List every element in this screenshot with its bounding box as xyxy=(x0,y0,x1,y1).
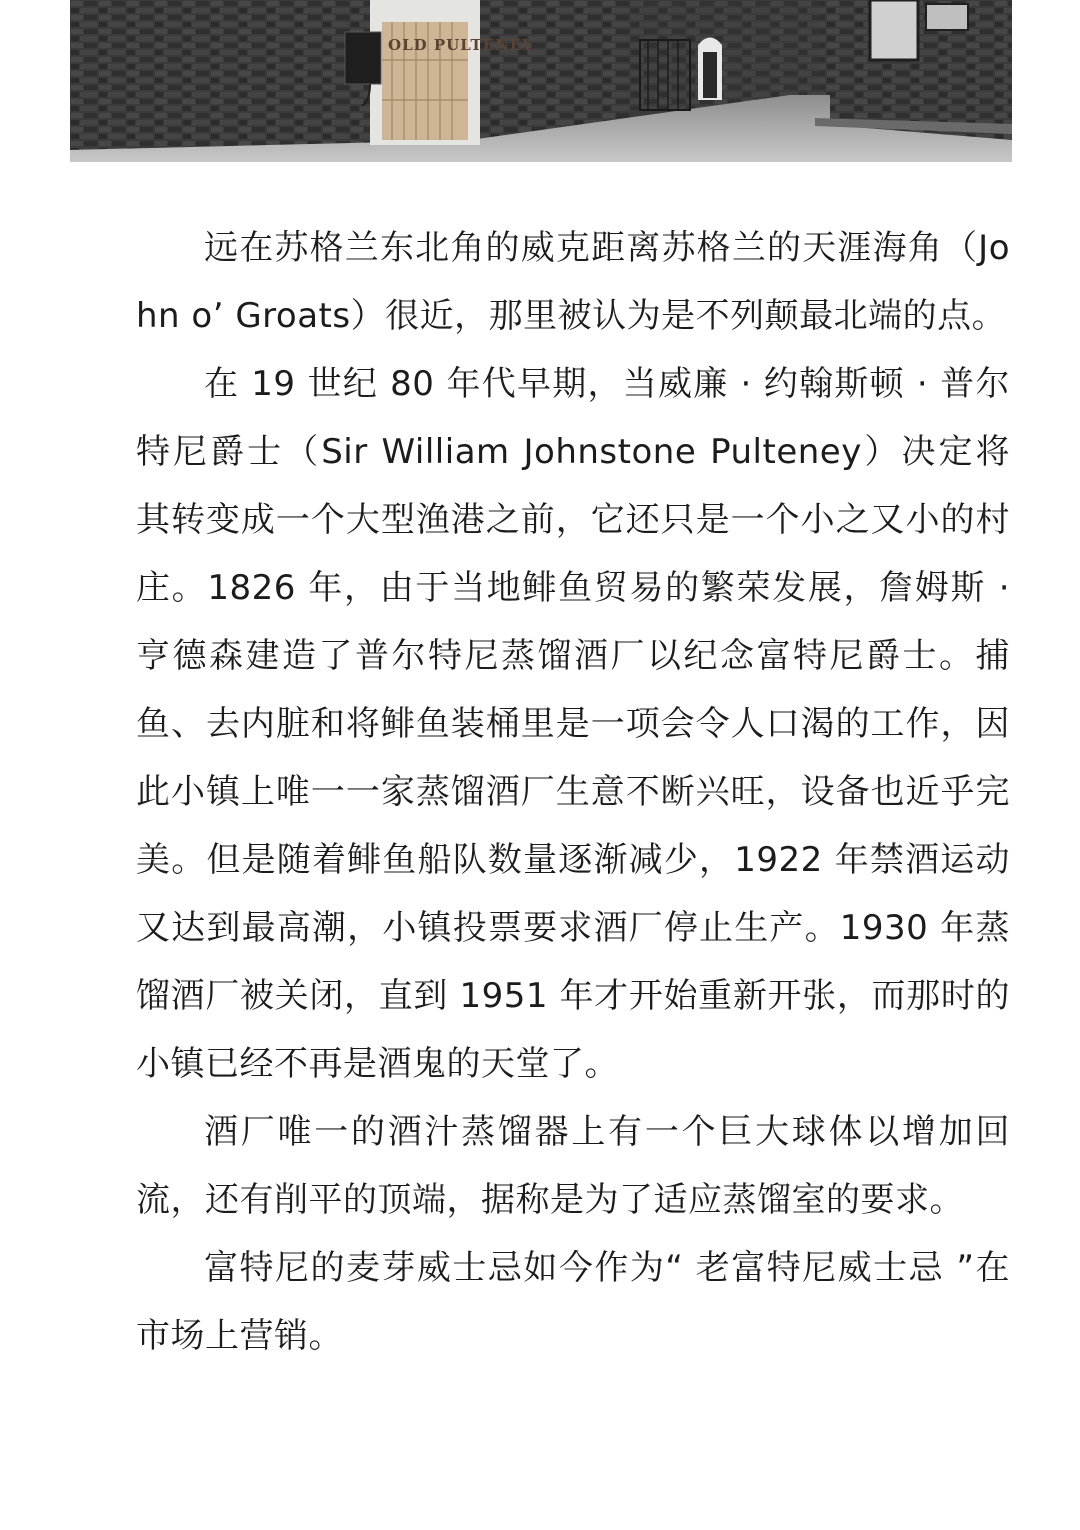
paragraph: 富特尼的麦芽威士忌如今作为“ 老富特尼威士忌 ”在市场上营销。 xyxy=(136,1248,1010,1356)
paragraph: 在 19 世纪 80 年代早期，当威廉 · 约翰斯顿 · 普尔特尼爵士（Sir William Johnstone Pulteney）决定将其转变成一个大型渔港之前，它还只是一个小之又小的村庄。1826 年，由于当地鲱鱼贸易的繁荣发展，詹姆斯 · 亨德森建造了普尔特尼蒸馏酒厂以纪念富特尼爵士。捕鱼、去内脏和将鲱鱼装桶里是一项会令人口渴的工作，因此小镇上唯一一家蒸馏酒厂生意不断兴旺，设备也近乎完美。但是随着鲱鱼船队数量逐渐减少，1922 年禁酒运动又达到最高潮，小镇投票要求酒厂停止生产。1930 年蒸馏酒厂被关闭，直到 1951 年才开始重新开张，而那时的小镇已经不再是酒鬼的天堂了。 xyxy=(136,364,1010,1084)
door-sign: OLD PULTENEY xyxy=(388,36,534,54)
distillery-photo xyxy=(70,0,1012,162)
article-body xyxy=(136,214,1010,1370)
paragraph: 远在苏格兰东北角的威克距离苏格兰的天涯海角（John o’ Groats）很近，那里被认为是不列颠最北端的点。 xyxy=(136,228,1010,336)
paragraph: 酒厂唯一的酒汁蒸馏器上有一个巨大球体以增加回流，还有削平的顶端，据称是为了适应蒸馏室的要求。 xyxy=(136,1112,1010,1220)
